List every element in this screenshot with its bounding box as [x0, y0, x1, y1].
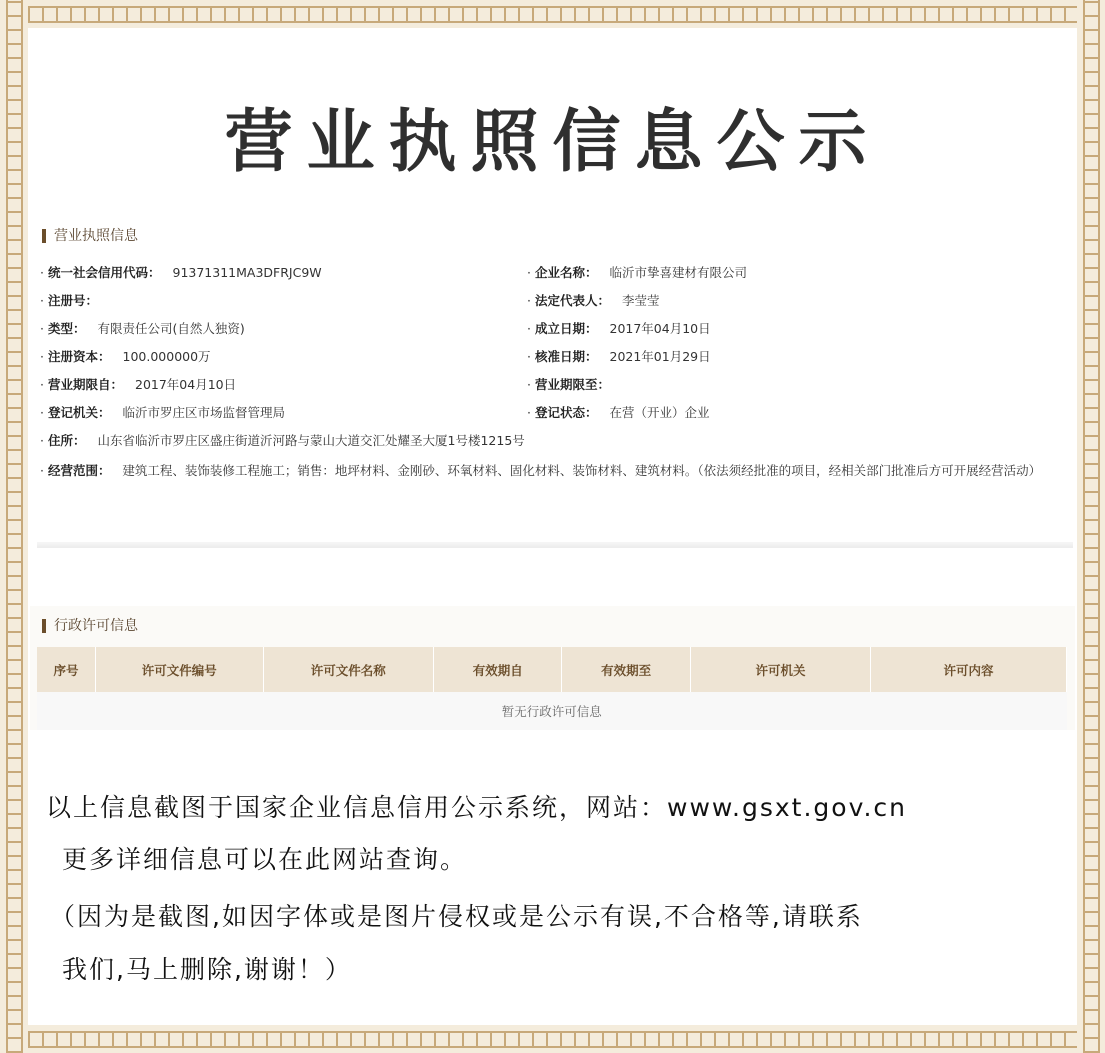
- permit-table: [37, 647, 1067, 730]
- disclaimer-note-continued: 我们,马上删除,谢谢！）: [62, 955, 352, 984]
- field-type: · 类型： 有限责任公司(自然人独资): [40, 321, 245, 336]
- column-header: 有效期至: [562, 647, 690, 692]
- field-credit-code: · 统一社会信用代码： 91371311MA3DFRJC9W: [40, 265, 322, 280]
- license-section-heading: 营业执照信息: [42, 229, 138, 243]
- field-approval-date: · 核准日期： 2021年01月29日: [527, 349, 711, 364]
- field-registration-authority: · 登记机关： 临沂市罗庄区市场监督管理局: [40, 405, 286, 420]
- field-registered-capital: · 注册资本： 100.000000万: [40, 349, 211, 364]
- field-registration-status: · 登记状态： 在营（开业）企业: [527, 405, 710, 420]
- column-header: 许可机关: [690, 647, 870, 692]
- field-term-to: · 营业期限至：: [527, 377, 610, 392]
- column-header: 许可文件名称: [263, 647, 433, 692]
- field-term-from: · 营业期限自： 2017年04月10日: [40, 377, 237, 392]
- field-established-date: · 成立日期： 2017年04月10日: [527, 321, 711, 336]
- field-company-name: · 企业名称： 临沂市挚喜建材有限公司: [527, 265, 748, 280]
- decorative-border-bottom: [0, 1025, 1105, 1053]
- more-info-note: 更多详细信息可以在此网站查询。: [62, 845, 468, 874]
- field-address: · 住所： 山东省临沂市罗庄区盛庄街道沂河路与蒙山大道交汇处耀圣大厦1号楼1215号: [40, 433, 525, 448]
- permit-section-heading: 行政许可信息: [42, 619, 138, 633]
- section-divider: [37, 542, 1073, 548]
- page-title: 营业执照信息公示: [224, 103, 881, 182]
- empty-table-message: 暂无行政许可信息: [37, 692, 1067, 730]
- column-header: 许可内容: [871, 647, 1067, 692]
- source-note: 以上信息截图于国家企业信息信用公示系统，网站：www.gsxt.gov.cn: [46, 793, 907, 822]
- field-business-scope: · 经营范围： 建筑工程、装饰装修工程施工；销售：地坪材料、金刚砂、环氧材料、固化材料、装饰材料、建筑材料。（依法须经批准的项目，经相关部门批准后方可开展经营活动）: [40, 463, 1042, 478]
- field-legal-representative: · 法定代表人： 李莹莹: [527, 293, 660, 308]
- column-header: 许可文件编号: [96, 647, 264, 692]
- column-header: 有效期自: [433, 647, 561, 692]
- disclaimer-note: （因为是截图,如因字体或是图片侵权或是公示有误,不合格等,请联系: [50, 902, 863, 931]
- field-registration-no: · 注册号：: [40, 293, 98, 308]
- permit-table-header-row: [37, 647, 1067, 692]
- decorative-border-top: [0, 0, 1105, 28]
- column-header: 序号: [37, 647, 96, 692]
- table-row: [37, 692, 1067, 730]
